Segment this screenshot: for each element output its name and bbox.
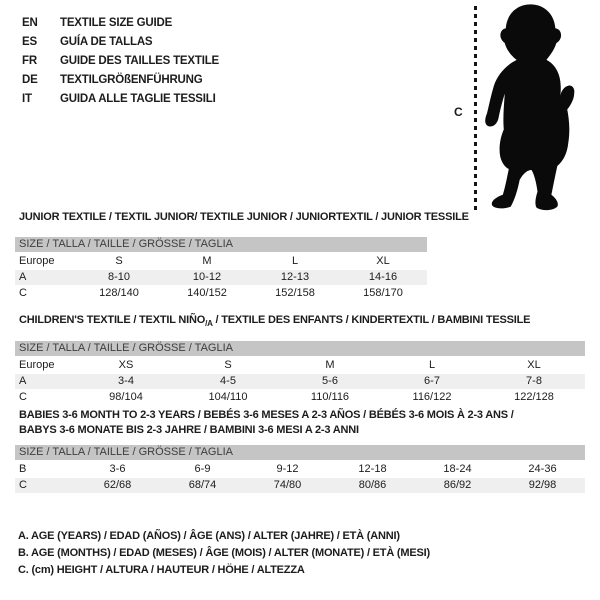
table-row <box>15 374 585 389</box>
size-header-bar: SIZE / TALLA / TAILLE / GRÖSSE / TAGLIA <box>15 445 585 460</box>
size-value-cell: S <box>224 359 232 372</box>
language-row <box>22 13 219 32</box>
size-value-cell: 92/98 <box>528 479 557 491</box>
size-value-cell: 3-4 <box>118 375 134 388</box>
size-value-cell: 104/110 <box>208 391 248 404</box>
size-value-cell: 6-7 <box>424 375 440 388</box>
language-code-label: FR <box>22 54 37 67</box>
legend-line: B. AGE (MONTHS) / EDAD (MESES) / ÂGE (MOIS) / ALTER (MONATE) / ETÀ (MESI) <box>18 547 430 559</box>
legend-line: C. (cm) HEIGHT / ALTURA / HAUTEUR / HÖHE / ALTEZZA <box>18 564 305 576</box>
measure-legend <box>18 528 430 579</box>
language-guide-title: GUÍA DE TALLAS <box>60 35 153 48</box>
language-code-label: IT <box>22 92 32 105</box>
children-title-post: / TEXTILE DES ENFANTS / KINDERTEXTIL / BAMBINI TESSILE <box>212 314 531 326</box>
size-value-cell: 128/140 <box>99 287 139 299</box>
children-section-title <box>19 313 585 331</box>
language-row <box>22 32 219 51</box>
size-value-cell: 24-36 <box>528 463 557 475</box>
size-value-cell: 18-24 <box>443 463 472 475</box>
size-value-cell: S <box>115 255 123 267</box>
baby-silhouette-icon <box>481 4 594 213</box>
language-row <box>22 51 219 70</box>
language-guide-title: GUIDE DES TAILLES TEXTILE <box>60 54 219 67</box>
size-value-cell: 122/128 <box>514 391 554 404</box>
row-label: A <box>19 271 27 283</box>
language-guide-title: GUIDA ALLE TAGLIE TESSILI <box>60 92 216 105</box>
language-code-label: DE <box>22 73 38 86</box>
row-label: C <box>19 479 27 491</box>
row-label: Europe <box>19 359 55 372</box>
size-value-cell: L <box>291 255 299 267</box>
table-row <box>15 286 427 301</box>
height-measure-dashed-line <box>474 6 477 212</box>
size-value-cell: 9-12 <box>276 463 299 475</box>
table-row <box>15 462 585 477</box>
size-value-cell: 80/86 <box>358 479 387 491</box>
legend-line: A. AGE (YEARS) / EDAD (AÑOS) / ÂGE (ANS) / ALTER (JAHRE) / ETÀ (ANNI) <box>18 530 400 542</box>
height-measure-label: C <box>454 105 463 119</box>
size-value-cell: 140/152 <box>187 287 227 299</box>
children-title-subscript: /A <box>205 319 213 329</box>
row-label: C <box>19 287 27 299</box>
size-value-cell: 4-5 <box>220 375 236 388</box>
table-row <box>15 254 427 269</box>
row-label: B <box>19 463 27 475</box>
children-size-table <box>15 358 585 405</box>
size-value-cell: 6-9 <box>194 463 211 475</box>
size-value-cell: M <box>202 255 212 267</box>
size-value-cell: L <box>428 359 436 372</box>
size-value-cell: XL <box>527 359 541 372</box>
children-textile-section <box>15 313 585 406</box>
language-header <box>22 13 219 108</box>
babies-section-title-line2: BABYS 3-6 MONATE BIS 2-3 JAHRE / BAMBINI 3-6 MESI A 2-3 ANNI <box>19 424 359 436</box>
size-value-cell: 10-12 <box>192 271 222 283</box>
junior-section-title: JUNIOR TEXTILE / TEXTIL JUNIOR/ TEXTILE JUNIOR / JUNIORTEXTIL / JUNIOR TESSILE <box>19 211 469 223</box>
table-row <box>15 390 585 405</box>
babies-section-title-line1: BABIES 3-6 MONTH TO 2-3 YEARS / BEBÉS 3-6 MESES A 2-3 AÑOS / BÉBÉS 3-6 MOIS À 2-3 ANS / <box>19 409 514 421</box>
table-row <box>15 358 585 373</box>
row-label: Europe <box>19 255 55 267</box>
language-row <box>22 70 219 89</box>
babies-textile-section <box>15 408 585 494</box>
size-value-cell: M <box>325 359 335 372</box>
language-guide-title: TEXTILGRÖßENFÜHRUNG <box>60 73 203 86</box>
size-value-cell: 98/104 <box>109 391 143 404</box>
size-header-bar: SIZE / TALLA / TAILLE / GRÖSSE / TAGLIA <box>15 237 427 252</box>
children-title-pre: CHILDREN'S TEXTILE / TEXTIL NIÑO <box>19 314 206 326</box>
size-value-cell: XS <box>118 359 134 372</box>
size-value-cell: 8-10 <box>107 271 131 283</box>
language-code-label: ES <box>22 35 37 48</box>
size-value-cell: 116/122 <box>412 391 452 404</box>
language-code-label: EN <box>22 16 38 29</box>
size-value-cell: 12-13 <box>280 271 310 283</box>
size-value-cell: 14-16 <box>368 271 398 283</box>
table-row <box>15 478 585 493</box>
size-value-cell: 86/92 <box>443 479 472 491</box>
language-guide-title: TEXTILE SIZE GUIDE <box>60 16 173 29</box>
language-row <box>22 89 219 108</box>
size-value-cell: 158/170 <box>363 287 403 299</box>
size-value-cell: 7-8 <box>526 375 542 388</box>
size-value-cell: 3-6 <box>109 463 126 475</box>
row-label: A <box>19 375 27 388</box>
size-value-cell: 62/68 <box>103 479 132 491</box>
table-row <box>15 270 427 285</box>
size-value-cell: 5-6 <box>322 375 338 388</box>
size-value-cell: 110/116 <box>310 391 350 404</box>
size-value-cell: XL <box>376 255 390 267</box>
size-value-cell: 74/80 <box>273 479 302 491</box>
babies-size-table <box>15 462 585 493</box>
row-label: C <box>19 391 27 404</box>
size-value-cell: 68/74 <box>188 479 217 491</box>
size-value-cell: 12-18 <box>358 463 387 475</box>
junior-textile-section <box>15 210 469 302</box>
size-value-cell: 152/158 <box>275 287 315 299</box>
size-header-bar: SIZE / TALLA / TAILLE / GRÖSSE / TAGLIA <box>15 341 585 356</box>
junior-size-table <box>15 254 427 301</box>
